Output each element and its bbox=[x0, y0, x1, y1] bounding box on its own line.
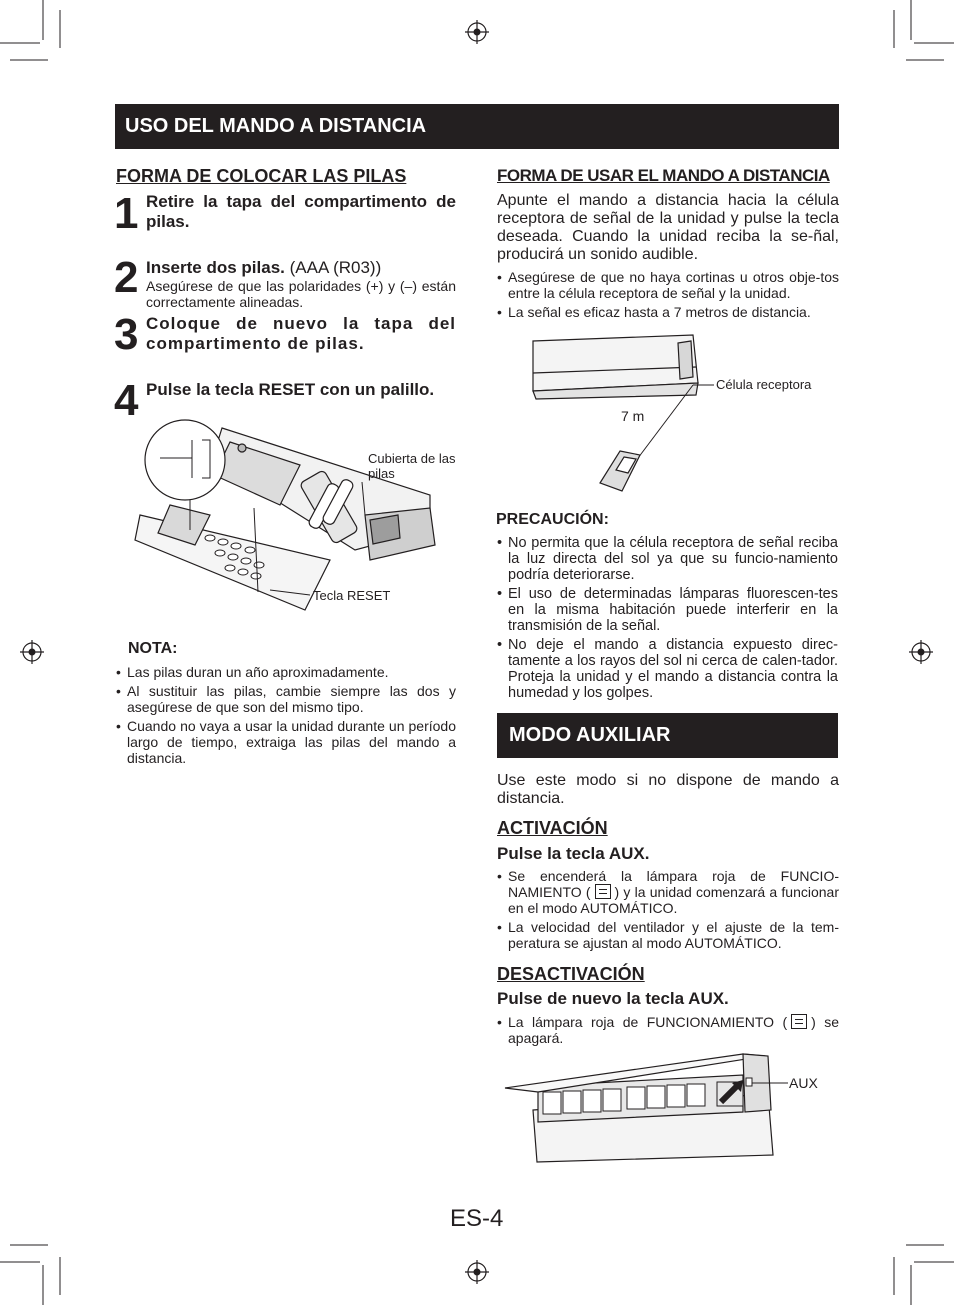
step-3-text: Coloque de nuevo la tapa del compartimento de pilas. bbox=[146, 314, 456, 353]
operation-lamp-icon bbox=[595, 884, 611, 899]
list-item: • Las pilas duran un año aproximadamente. bbox=[116, 664, 456, 680]
list-item bbox=[497, 868, 839, 916]
list-item: • No permita que la célula receptora de señal reciba la luz directa del sol ya que su funcio-namiento podría deteriorarse. bbox=[497, 535, 838, 583]
step-3-number: 3 bbox=[114, 310, 137, 359]
list-item: • Asegúrese de que no haya cortinas u otros obje-tos entre la célula receptora de señal y la unidad. bbox=[497, 269, 839, 301]
activation-heading: ACTIVACIÓN bbox=[497, 818, 608, 838]
battery-cover-label: Cubierta de las pilas bbox=[368, 451, 456, 481]
aux-banner bbox=[497, 713, 838, 758]
caution-heading: PRECAUCIÓN: bbox=[496, 511, 609, 528]
deactivation-heading: DESACTIVACIÓN bbox=[497, 964, 645, 984]
remote-battery-illustration bbox=[130, 420, 450, 620]
step-2-battery-type: (AAA (R03)) bbox=[289, 258, 382, 277]
activation-bullet-start: Se encenderá la lámpara roja de FUNCIO-NAMIENTO ( bbox=[508, 868, 839, 900]
activation-action: Pulse la tecla AUX. bbox=[497, 844, 650, 863]
section-banner-title: USO DEL MANDO A DISTANCIA bbox=[125, 115, 427, 137]
reset-key-label: Tecla RESET bbox=[313, 588, 391, 603]
step-2-text: Inserte dos pilas. bbox=[146, 258, 285, 277]
note-list bbox=[116, 664, 456, 769]
section-banner bbox=[115, 104, 839, 149]
usage-text: Apunte el mando a distancia hacia la célula receptora de señal de la unidad y pulse la tecla deseada. Cuando la unidad reciba la se-ñal, producirá un sonido audible. bbox=[497, 192, 839, 263]
step-4-text: Pulse la tecla RESET con un palillo. bbox=[146, 380, 435, 399]
list-item: • La señal es eficaz hasta a 7 metros de distancia. bbox=[497, 304, 839, 320]
step-2-note: Asegúrese de que las polaridades (+) y (–) están correctamente alineadas. bbox=[146, 278, 456, 310]
page-number: ES-4 bbox=[450, 1205, 504, 1232]
usage-list bbox=[497, 269, 839, 323]
battery-heading: FORMA DE COLOCAR LAS PILAS bbox=[116, 166, 407, 186]
deactivation-bullet-end: ) se apagará. bbox=[508, 1014, 839, 1046]
step-2-block bbox=[146, 258, 456, 310]
aux-intro: Use este modo si no dispone de mando a distancia. bbox=[497, 772, 839, 807]
step-2-number: 2 bbox=[114, 253, 137, 302]
aux-key-label: AUX bbox=[789, 1075, 818, 1091]
step-1-number: 1 bbox=[114, 189, 137, 238]
activation-list bbox=[497, 868, 839, 954]
list-item bbox=[497, 1014, 839, 1046]
deactivation-action: Pulse de nuevo la tecla AUX. bbox=[497, 989, 729, 1008]
step-4-number: 4 bbox=[114, 376, 137, 425]
aux-banner-title: MODO AUXILIAR bbox=[509, 724, 671, 746]
deactivation-bullet-start: La lámpara roja de FUNCIONAMIENTO ( bbox=[508, 1014, 788, 1030]
step-1-text: Retire la tapa del compartimento de pilas. bbox=[146, 192, 456, 231]
aux-unit-illustration bbox=[503, 1050, 793, 1165]
distance-label: 7 m bbox=[621, 408, 645, 424]
list-item: • No deje el mando a distancia expuesto direc-tamente a los rayos del sol ni cerca de calen-tador. Proteja la unidad y el mando a distancia contra la humedad y los golpes. bbox=[497, 637, 838, 701]
activation-bullet-end: ) y la unidad comenzará a funcionar en el modo AUTOMÁTICO. bbox=[508, 884, 839, 916]
receptor-label: Célula receptora bbox=[716, 377, 812, 392]
usage-heading: FORMA DE USAR EL MANDO A DISTANCIA bbox=[497, 166, 830, 185]
caution-list bbox=[497, 535, 838, 704]
deactivation-list bbox=[497, 1014, 839, 1049]
note-heading: NOTA: bbox=[128, 640, 178, 657]
list-item: • Al sustituir las pilas, cambie siempre las dos y asegúrese de que son del mismo tipo. bbox=[116, 683, 456, 715]
list-item: • El uso de determinadas lámparas fluorescen-tes en la misma habitación puede interferir en la transmisión de la señal. bbox=[497, 586, 838, 634]
list-item: • La velocidad del ventilador y el ajuste de la tem-peratura se ajustan al modo AUTOMÁTICO. bbox=[497, 919, 839, 951]
operation-lamp-icon bbox=[791, 1014, 807, 1029]
list-item: • Cuando no vaya a usar la unidad durante un período largo de tiempo, extraiga las pilas del mando a distancia. bbox=[116, 718, 456, 766]
